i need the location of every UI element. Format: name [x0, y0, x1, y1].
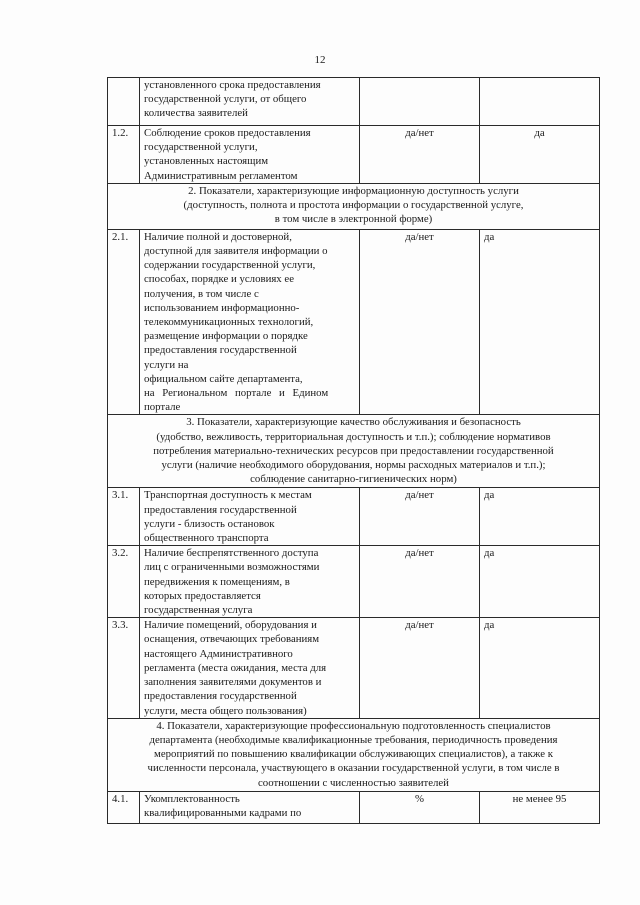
indicator-name: Укомплектованность квалифицированными кадрами по: [140, 791, 360, 823]
unit-cell: да/нет: [360, 229, 480, 415]
table-row: [108, 78, 600, 126]
row-number: 1.2.: [108, 126, 140, 184]
row-number: 3.2.: [108, 546, 140, 618]
value-cell: да: [480, 618, 600, 718]
row-number: [108, 78, 140, 126]
table-row: [108, 618, 600, 718]
table-row: [108, 229, 600, 415]
indicator-name: Наличие помещений, оборудования и оснащения, отвечающих требованиям настоящего Административного регламента (места ожидания, места для заполнения заявителями документов и предоставления государственной услуги, места общего пользования): [140, 618, 360, 718]
value-cell: да: [480, 546, 600, 618]
section-heading: 2. Показатели, характеризующие информационную доступность услуги (доступность, полнота и простота информации о государственной услуге, в том числе в электронной форме): [108, 183, 600, 229]
row-number: 4.1.: [108, 791, 140, 823]
indicator-name: установленного срока предоставления государственной услуги, от общего количества заявителей: [140, 78, 360, 126]
row-number: 2.1.: [108, 229, 140, 415]
value-cell: да: [480, 126, 600, 184]
indicator-name: Транспортная доступность к местам предоставления государственной услуги - близость остановок общественного транспорта: [140, 488, 360, 546]
value-cell: [480, 78, 600, 126]
section-header-row: [108, 415, 600, 488]
value-cell: да: [480, 229, 600, 415]
section-header-row: [108, 718, 600, 791]
indicator-name: Соблюдение сроков предоставления государственной услуги, установленных настоящим Административным регламентом: [140, 126, 360, 184]
indicators-table: [107, 77, 600, 824]
row-number: 3.1.: [108, 488, 140, 546]
unit-cell: да/нет: [360, 546, 480, 618]
table-row: [108, 791, 600, 823]
value-cell: не менее 95: [480, 791, 600, 823]
unit-cell: да/нет: [360, 488, 480, 546]
unit-cell: да/нет: [360, 126, 480, 184]
indicator-name: Наличие беспрепятственного доступа лиц с ограниченными возможностями передвижения к помещениям, в которых предоставляется государственная услуга: [140, 546, 360, 618]
page-number: 12: [314, 54, 326, 66]
section-heading: 3. Показатели, характеризующие качество обслуживания и безопасность (удобство, вежливость, территориальная доступность и т.п.); соблюдение нормативов потребления материально-технических ресурсов при предоставлении государственной услуги (наличие необходимого оборудования, нормы расходных материалов и т.п.); соблюдение санитарно-гигиенических норм): [108, 415, 600, 488]
section-heading: 4. Показатели, характеризующие профессиональную подготовленность специалистов департамента (необходимые квалификационные требования, периодичность проведения мероприятий по повышению квалификации обслуживающих специалистов), а также к численности персонала, участвующего в оказании государственной услуги, в том числе в соотношении с численностью заявителей: [108, 718, 600, 791]
unit-cell: да/нет: [360, 618, 480, 718]
table-row: [108, 488, 600, 546]
table-row: [108, 546, 600, 618]
indicator-name: Наличие полной и достоверной, доступной для заявителя информации о содержании государственной услуги, способах, порядке и условиях ее получения, в том числе с использованием информационно- телекоммуникационных технологий, размещение информации о порядке предоставления государственной услуги на официальном сайте департамента, на Региональном портале и Едином портале: [140, 229, 360, 415]
unit-cell: %: [360, 791, 480, 823]
value-cell: да: [480, 488, 600, 546]
section-header-row: [108, 183, 600, 229]
table-row: [108, 126, 600, 184]
unit-cell: [360, 78, 480, 126]
row-number: 3.3.: [108, 618, 140, 718]
